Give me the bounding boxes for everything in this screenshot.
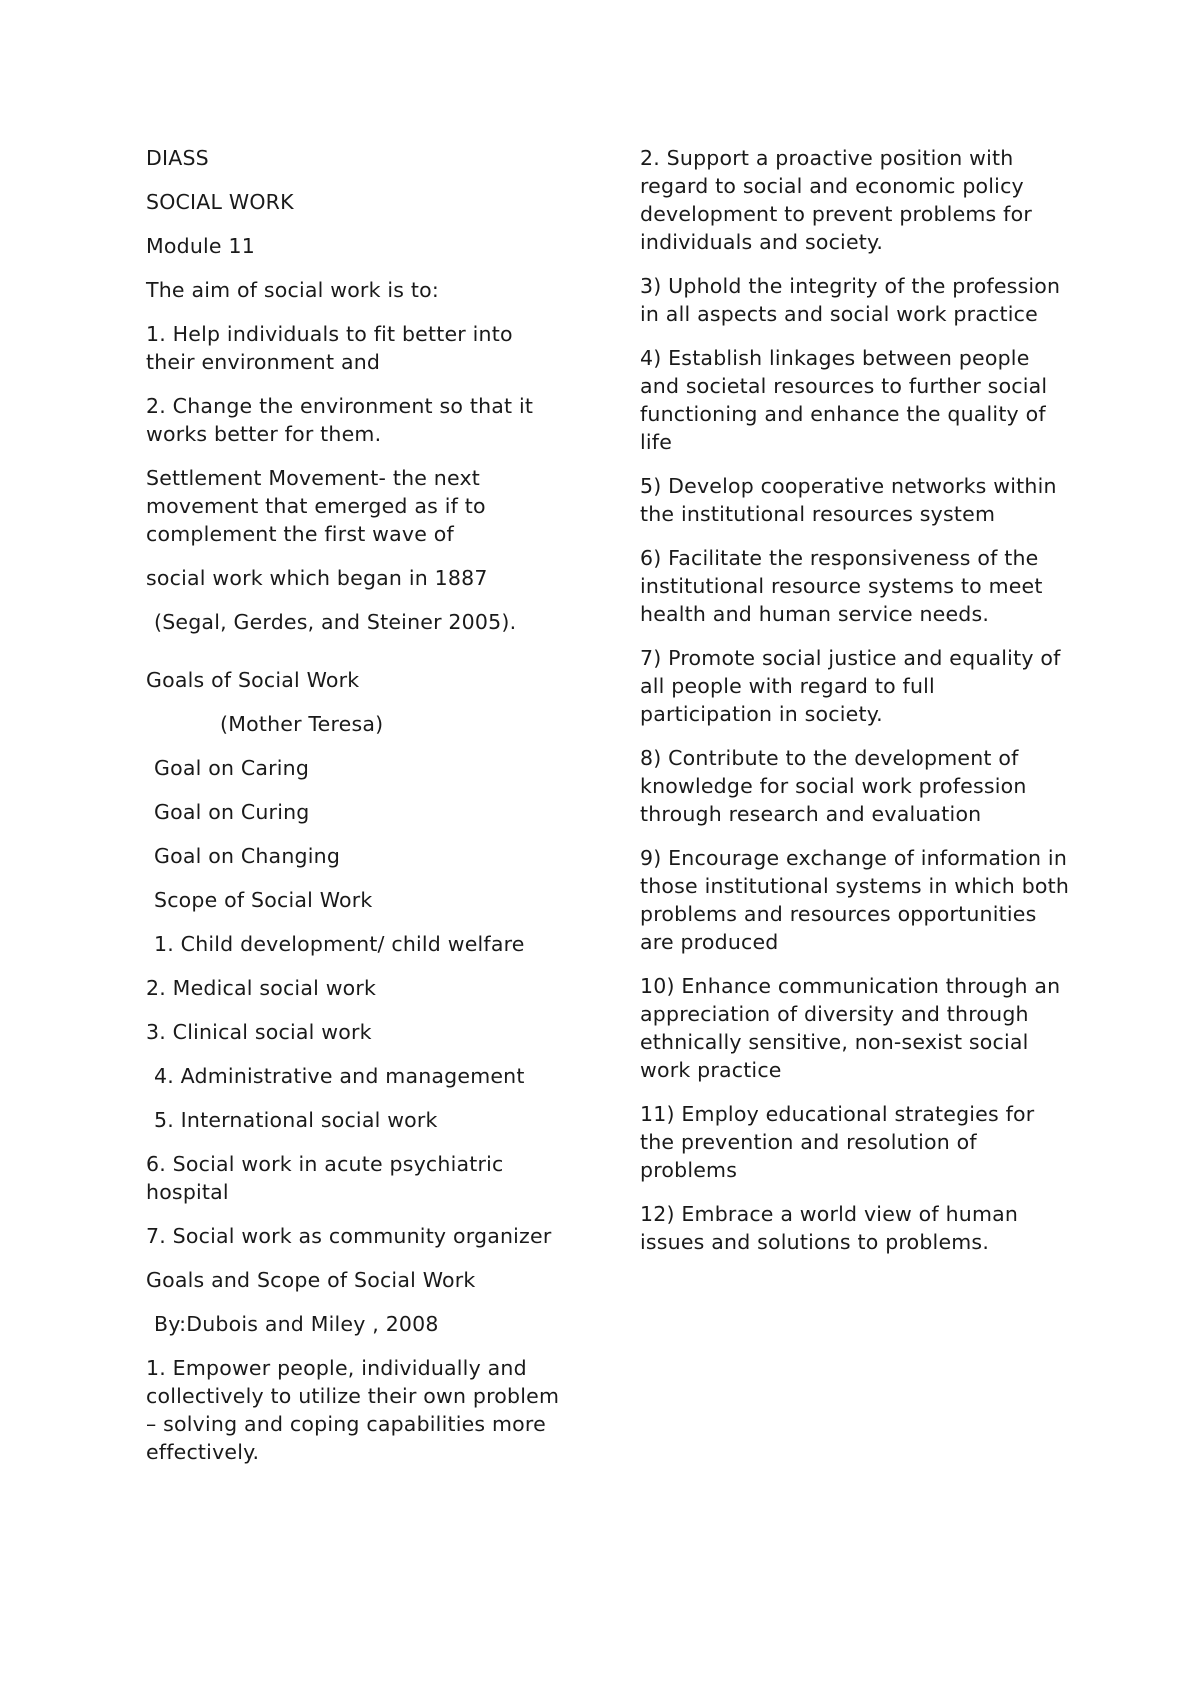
goal-item-8: 8) Contribute to the development of knowledge for social work profession through research and evaluation <box>640 746 1034 826</box>
subject-heading: DIASS <box>146 146 209 170</box>
aim-item-2: 2. Change the environment so that it works better for them. <box>146 394 540 446</box>
goal-item-11: 11) Employ educational strategies for the prevention and resolution of problems <box>640 1102 1042 1182</box>
settlement-movement-continuation: social work which began in 1887 <box>146 566 488 590</box>
scope-item-4: 4. Administrative and management <box>154 1064 525 1088</box>
goal-item-4: 4) Establish linkages between people and societal resources to further social functioning and enhance the quality of life <box>640 346 1055 454</box>
scope-title: Scope of Social Work <box>154 888 373 912</box>
goal-item-2: 2. Support a proactive position with regard to social and economic policy development to prevent problems for individuals and society. <box>640 146 1039 254</box>
goal-item-7: 7) Promote social justice and equality of all people with regard to full participation in society. <box>640 646 1068 726</box>
topic-heading: SOCIAL WORK <box>146 190 294 214</box>
goal-caring: Goal on Caring <box>154 756 310 780</box>
goal-item-5: 5) Develop cooperative networks within the institutional resources system <box>640 474 1064 526</box>
goals-scope-item-1: 1. Empower people, individually and collectively to utilize their own problem – solving and coping capabilities more effectively. <box>146 1356 566 1464</box>
goal-curing: Goal on Curing <box>154 800 310 824</box>
scope-item-1: 1. Child development/ child welfare <box>154 932 525 956</box>
scope-item-6: 6. Social work in acute psychiatric hospital <box>146 1152 511 1204</box>
goals-teresa-title: Goals of Social Work <box>146 668 360 692</box>
goal-item-6: 6) Facilitate the responsiveness of the institutional resource systems to meet health and human service needs. <box>640 546 1050 626</box>
goals-scope-title: Goals and Scope of Social Work <box>146 1268 476 1292</box>
aim-item-1: 1. Help individuals to fit better into their environment and <box>146 322 520 374</box>
goal-item-12: 12) Embrace a world view of human issues and solutions to problems. <box>640 1202 1025 1254</box>
aim-intro: The aim of social work is to: <box>146 278 439 302</box>
scope-item-7: 7. Social work as community organizer <box>146 1224 552 1248</box>
scope-item-3: 3. Clinical social work <box>146 1020 372 1044</box>
settlement-movement-text: Settlement Movement- the next movement that emerged as if to complement the first wave of <box>146 466 493 546</box>
right-column <box>640 144 1076 1272</box>
goals-teresa-author: (Mother Teresa) <box>220 712 384 736</box>
goal-changing: Goal on Changing <box>154 844 341 868</box>
goal-item-9: 9) Encourage exchange of information in those institutional systems in which both problems and resources opportunities are produced <box>640 846 1076 954</box>
goal-item-10: 10) Enhance communication through an appreciation of diversity and through ethnically sensitive, non-sexist social work practice <box>640 974 1068 1082</box>
module-heading: Module 11 <box>146 234 255 258</box>
settlement-citation: (Segal, Gerdes, and Steiner 2005). <box>154 610 517 634</box>
left-column <box>146 144 566 1482</box>
scope-item-5: 5. International social work <box>154 1108 438 1132</box>
goals-scope-author: By:Dubois and Miley , 2008 <box>154 1312 439 1336</box>
scope-item-2: 2. Medical social work <box>146 976 377 1000</box>
goal-item-3: 3) Uphold the integrity of the profession in all aspects and social work practice <box>640 274 1067 326</box>
